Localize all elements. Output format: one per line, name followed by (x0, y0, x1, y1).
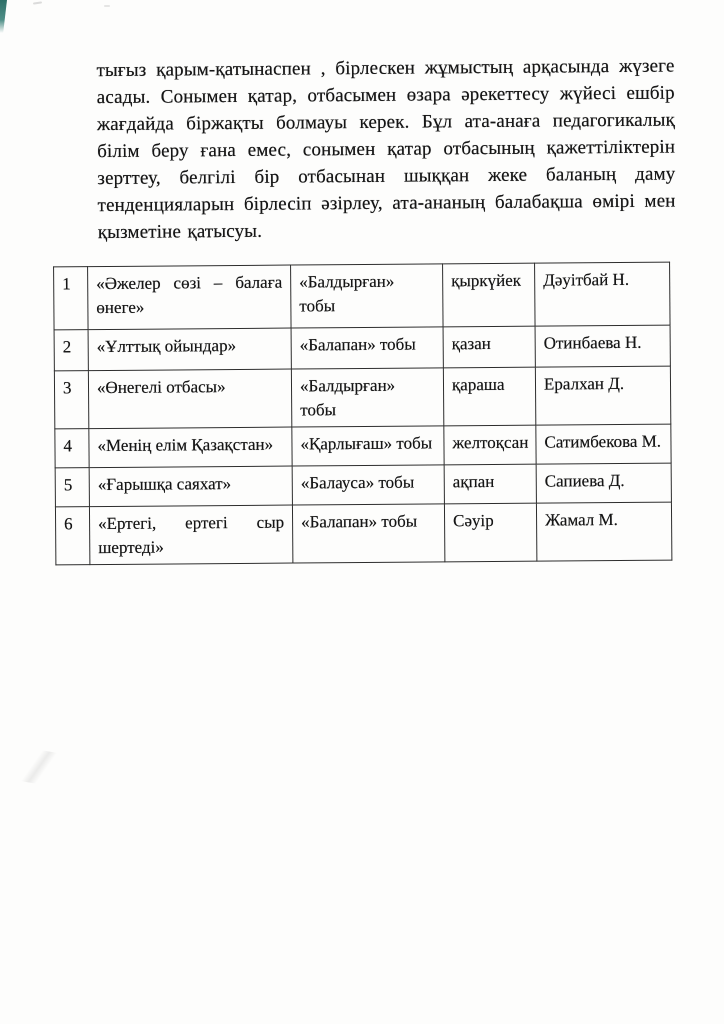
events-table (53, 262, 672, 566)
cell-number: 4 (55, 429, 89, 468)
cell-month: қазан (443, 326, 535, 368)
cell-number: 3 (54, 371, 88, 429)
cell-responsible: Сатимбекова М. (536, 424, 671, 464)
cell-month: Сәуір (444, 503, 536, 562)
cell-group: «Қарлығаш» тобы (292, 426, 444, 466)
cell-group: «Балдырған» тобы (291, 264, 443, 328)
cell-theme: «Әжелер сөзі – балаға өнеге» (88, 265, 291, 330)
cell-responsible: Ералхан Д. (535, 366, 670, 425)
cell-number: 5 (55, 468, 89, 507)
table-row (54, 366, 670, 429)
cell-group: «Балапан» тобы (292, 504, 444, 563)
cell-group: «Балауса» тобы (292, 465, 444, 505)
table-row (54, 262, 670, 330)
table-row (55, 463, 671, 507)
table-row (55, 502, 671, 565)
cell-month: ақпан (444, 464, 536, 504)
body-paragraph: тығыз қарым-қатынаспен , бірлескен жұмыстың арқасында жүзеге асады. Сонымен қатар, отбасымен өзара әрекеттесу жүйесі ешбір жағдайда біржақты болмауы керек. Бұл ата-анаға педагогикалық білім беру ғана емес, сонымен қатар отбасының қажеттіліктерін зерттеу, белгілі бір отбасынан шыққан жеке баланың даму тенденцияларын бірлесіп әзірлеу, ата-ананың балабақша өмірі мен қызметіне қатысуы. (96, 55, 676, 244)
cell-group: «Балапан» тобы (291, 327, 443, 369)
cell-theme: «Ұлттық ойындар» (88, 328, 291, 371)
table-row (55, 424, 671, 468)
cell-theme: «Ғарышқа саяхат» (89, 466, 292, 507)
cell-responsible: Жамал М. (536, 502, 671, 561)
cell-number: 2 (54, 330, 88, 371)
cell-number: 1 (54, 267, 88, 330)
cell-month: желтоқсан (444, 425, 536, 465)
cell-theme: «Өнегелі отбасы» (88, 369, 291, 429)
cell-responsible: Отинбаева Н. (535, 325, 670, 367)
cell-month: қараша (443, 367, 535, 426)
table-row (54, 325, 670, 371)
cell-theme: «Менің елім Қазақстан» (89, 427, 292, 468)
cell-responsible: Сапиева Д. (536, 463, 671, 503)
cell-number: 6 (55, 507, 89, 565)
cell-month: қыркүйек (443, 263, 535, 327)
cell-group: «Балдырған» тобы (291, 368, 443, 427)
cell-responsible: Дәуітбай Н. (535, 262, 670, 326)
cell-theme: «Ертегі, ертегі сыр шертеді» (89, 505, 292, 565)
